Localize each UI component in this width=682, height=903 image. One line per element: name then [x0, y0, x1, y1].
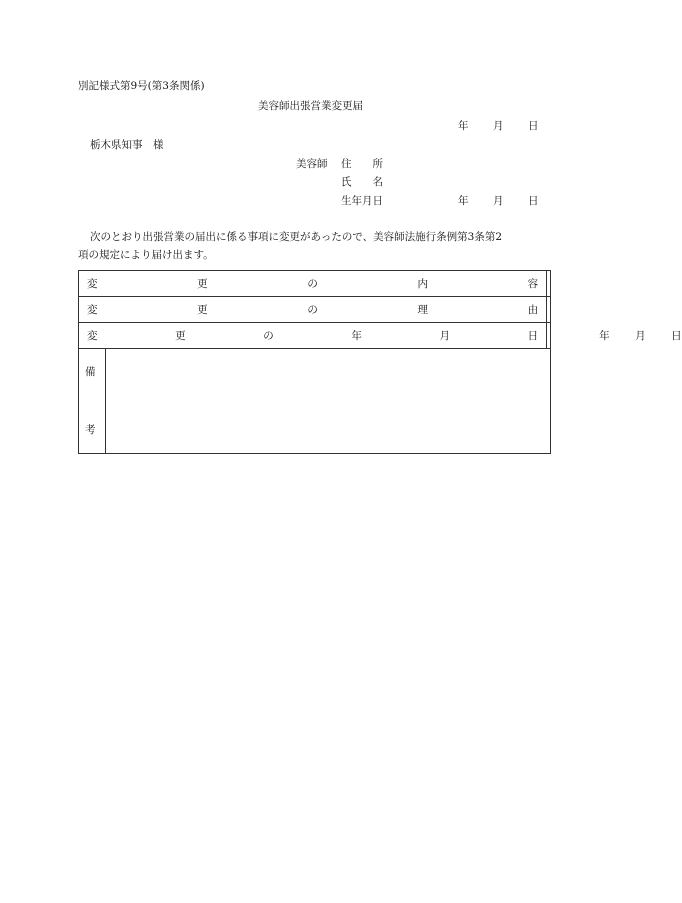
birth-year: 年: [458, 195, 469, 207]
table-row-content: [79, 271, 551, 297]
addressee: 栃木県知事 様: [90, 139, 164, 151]
remarks-field[interactable]: [106, 349, 551, 454]
submission-date-day: 日: [528, 120, 539, 132]
submission-date-year: 年: [458, 120, 469, 132]
change-date-year: 年: [599, 330, 610, 342]
body-text-line-2: 項の規定により届け出ます。: [78, 249, 214, 261]
table-row-reason: [79, 297, 551, 323]
change-reason-field[interactable]: [547, 297, 551, 323]
change-reason-label: 変 更 の 理 由: [79, 297, 547, 323]
applicant-birth-label: 生年月日: [341, 195, 383, 207]
applicant-role-label: 美容師: [296, 158, 328, 170]
table-row-remarks: [79, 349, 551, 454]
change-content-label: 変 更 の 内 容: [79, 271, 547, 297]
change-content-field[interactable]: [547, 271, 551, 297]
change-date-label: 変 更 の 年 月 日: [79, 323, 547, 349]
birth-day: 日: [528, 195, 539, 207]
submission-date-month: 月: [493, 120, 504, 132]
remarks-label: 備 考: [79, 349, 106, 454]
birth-month: 月: [493, 195, 504, 207]
applicant-address-label: 住 所: [341, 158, 383, 170]
form-number: 別記様式第9号(第3条関係): [78, 80, 205, 92]
change-details-table: [78, 270, 682, 454]
change-date-field[interactable]: [547, 323, 682, 349]
change-date-month: 月: [635, 330, 646, 342]
body-text-line-1: 次のとおり出張営業の届出に係る事項に変更があったので、美容師法施行条例第3条第2: [90, 231, 503, 243]
document-title: 美容師出張営業変更届: [258, 100, 363, 112]
change-date-day: 日: [671, 330, 682, 342]
table-row-date: [79, 323, 551, 349]
applicant-name-label: 氏 名: [341, 176, 383, 188]
